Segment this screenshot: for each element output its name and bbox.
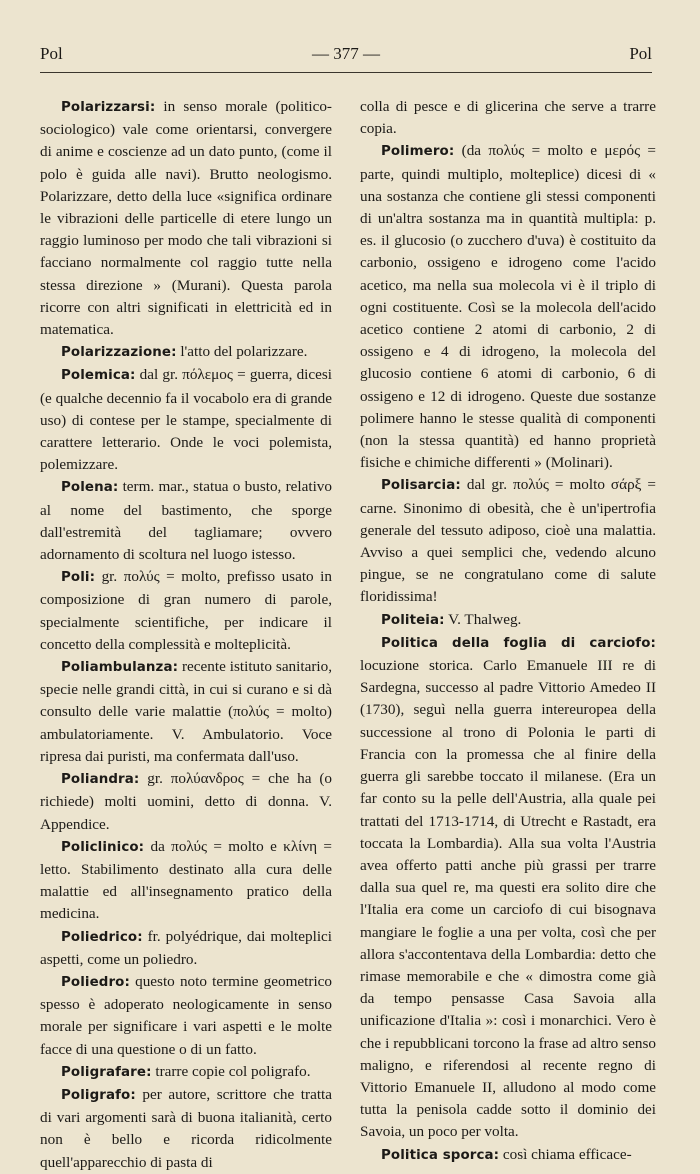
entry-headword: Polisarcia xyxy=(381,478,456,494)
entry-headword: Poliandra xyxy=(61,772,134,788)
entry-headword: Polarizzazione xyxy=(61,345,172,361)
entry-headword: Policlinico xyxy=(61,839,139,855)
entry-definition: dal gr. πόλεμος = guerra, dicesi (e qualche decennio fa il vocabolo era di grande uso) di contese per le stampe, specialmente di carattere letterario. Onde le voci polemista, polemizzare. xyxy=(40,366,332,474)
entry-definition: dal gr. πολύς = molto σάρξ = carne. Sinonimo di obesità, che è un'ipertrofia generale del tessuto adiposo, cioè una malattia. Avviso a quei semplici che, vedendo alcuno pingue, se ne congratulano come di salute floridissima! xyxy=(360,476,656,606)
entry-definition: fr. polyédrique, dai molteplici aspetti, come un poliedro. xyxy=(40,927,332,968)
dictionary-entry: Poliedro: questo noto termine geometrico spesso è adoperato neologicamente in senso morale per significare i vari aspetti e le molte facce di una questione o di un fatto. xyxy=(40,972,332,1058)
dictionary-entry: Politeia: V. Thalweg. xyxy=(381,610,522,628)
entry-headword: Poliedrico xyxy=(61,929,138,945)
entry-headword: Politica sporca xyxy=(381,1147,494,1163)
entry-headword: Polarizzarsi xyxy=(61,100,150,115)
entry-definition: recente istituto sanitario, specie nelle grandi città, in cui si curano e si dà consulto delle varie malattie (πολύς = molto) ambulatoriamente. V. Ambulatorio. Voce ripresa dai puristi, ma confermata dall'uso. xyxy=(40,658,332,765)
dictionary-entry: Politica sporca: così chiama efficace- xyxy=(381,1145,632,1163)
entry-headword: Poli xyxy=(61,570,90,586)
entry-headword: Polena xyxy=(61,480,113,496)
header-rule xyxy=(40,72,652,73)
entry-headword: Politeia xyxy=(381,612,440,628)
entry-definition: locuzione storica. Carlo Emanuele III re di Sardegna, successo al padre Vittorio Amedeo II (1730), seguì nella guerra intereuropea della successione al trono di Polonia le parti di Francia con la promessa che al finire della guerra gli sarebbe toccato il milanese. (Era un far conto su la pelle dell'Austria, alla quale pei trattati del 1713-1714, di Utrecht e Rastadt, era toccata la Lombardia). Alla sua volta l'Austria avea offerto patti anche più grassi per trarre dalla sua quel re, ma questi era solito dire che l'Italia era come un carciofo di cui bisognava mangiare le foglie a una per volta, così che per allora s'accontentava della Lombardia: detto che rimase memorabile e che « dimostra come già da tempo pensasse Casa Savoia alla unificazione d'Italia »: così i monarchici. Vero è che i repubblicani torcono la frase ad altro senso maligno, e riferendosi al recente regno di Vittorio Emanuele II, alludono al modo come tutta la penisola cadde sotto il dominio dei Savoia, un poco per volta. xyxy=(360,657,656,1141)
entry-definition: (da πολύς = molto e μερός = parte, quindi multiplo, molteplice) dicesi di « una sostanza che contiene gli stessi componenti di un'altra sostanza ma in quantità multipla: p. es. il glucosio (o zucchero d'uva) è costituito da carbonio, ossigeno e idrogeno come l'acido acetico, ma nella sua molecola vi è il triplo di ogni costituente. Così se la molecola dell'acido acetico contiene 2 atomi di carbonio, 2 di ossigeno e 4 di idrogeno, la molecola del glucosio contiene 6 atomi di carbonio, 6 di ossigeno e 12 di idrogeno. Queste due sostanze polimere hanno le stesse qualità di componenti (non la stessa quantità) ed hanno proprietà fisiche e chimiche differenti » (Molinari). xyxy=(360,142,656,472)
running-header xyxy=(40,44,652,64)
entry-headword: Poliambulanza xyxy=(61,660,173,676)
entry-definition: gr. πολύς = molto, prefisso usato in composizione di gran numero di parole, specialmente scientifiche, per indicare il concetto della complessità e molteplicità. xyxy=(40,568,332,653)
entry-headword: Polimero xyxy=(381,144,449,160)
dictionary-entry: Polimero: (da πολύς = molto e μερός = parte, quindi multiplo, molteplice) dicesi di « una sostanza che contiene gli stessi componenti di un'altra sostanza ma in quantità multipla: p. es. il glucosio (o zucchero d'uva) è costituito da carbonio, ossigeno e idrogeno come l'acido acetico, ma nella sua molecola vi è il triplo di ogni costituente. Così se la molecola dell'acido acetico contiene 2 atomi di carbonio, 2 di ossigeno e 4 di idrogeno, la molecola del glucosio contiene 6 atomi di carbonio, 6 di ossigeno e 12 di idrogeno. Queste due sostanze polimere hanno le stesse qualità di componenti (non la stessa quantità) ed hanno proprietà fisiche e chimiche differenti » (Molinari). xyxy=(360,142,656,472)
entry-headword: Politica della foglia di carciofo xyxy=(381,635,651,651)
dictionary-entry: Poligrafo: per autore, scrittore che tratta di vari argomenti sarà di buona italianità, certo non è bello e ricorda ridicolmente quell'apparecchio di pasta di xyxy=(40,1085,332,1171)
left-column xyxy=(40,96,332,1174)
dictionary-entry: Polisarcia: dal gr. πολύς = molto σάρξ = carne. Sinonimo di obesità, che è un'ipertrofia generale del tessuto adiposo, cioè una malattia. Avviso a quei semplici che, vedendo alcuno pingue, se ne congratulano come di salute floridissima! xyxy=(360,476,656,606)
header-left-guideword: Pol xyxy=(40,44,63,63)
dictionary-entry: Poliandra: gr. πολύανδρος = che ha (o richiede) molti uomini, detto di donna. V. Appendice. xyxy=(40,770,332,833)
dictionary-entry: Poli: gr. πολύς = molto, prefisso usato in composizione di gran numero di parole, specialmente scientifiche, per indicare il concetto della complessità e molteplicità. xyxy=(40,568,332,653)
dictionary-entry: Poliambulanza: recente istituto sanitario, specie nelle grandi città, in cui si curano e si dà consulto delle varie malattie (πολύς = molto) ambulatoriamente. V. Ambulatorio. Voce ripresa dai puristi, ma confermata dall'uso. xyxy=(40,658,332,765)
dictionary-entry: Polarizzazione: l'atto del polarizzare. xyxy=(61,343,308,361)
entry-definition: in senso morale (politico-sociologico) vale come orientarsi, convergere di anime e coscienze ad un dato punto, (come il polo è guida alle navi). Brutto neologismo. Polarizzare, detto della luce «significa ordinare le vibrazioni delle particelle di etere lungo un raggio luminoso per modo che tali vibrazioni si facciano normalmente col raggio tutte nella stessa direzione » (Murani). Questa parola ricorre con altri significati in elettricità ed in matematica. xyxy=(40,98,332,339)
entry-definition: l'atto del polarizzare. xyxy=(176,343,308,361)
entry-definition: così chiama efficace- xyxy=(499,1145,632,1163)
header-right-guideword: Pol xyxy=(629,44,652,63)
entry-continuation xyxy=(360,96,656,140)
entry-headword: Poligrafo xyxy=(61,1087,131,1103)
entry-definition: gr. πολύανδρος = che ha (o richiede) molti uomini, detto di donna. V. Appendice. xyxy=(40,770,332,833)
entry-definition: term. mar., statua o busto, relativo al nome del bastimento, che sporge dall'estremità del tagliamare; ovvero adornamento di scoltura nel luogo istesso. xyxy=(40,478,332,564)
entry-definition: V. Thalweg. xyxy=(444,610,522,628)
entry-definition: trarre copie col poligrafo. xyxy=(151,1062,311,1080)
entry-definition: questo noto termine geometrico spesso è adoperato neologicamente in senso morale per significare i vari aspetti e le molte facce di una questione o di un fatto. xyxy=(40,972,332,1058)
right-column xyxy=(360,96,656,1167)
entry-headword: Poligrafare xyxy=(61,1064,147,1080)
dictionary-entry: Politica della foglia di carciofo: locuzione storica. Carlo Emanuele III re di Sardegna, successo al padre Vittorio Amedeo II (1730), seguì nella guerra intereuropea della successione al trono di Polonia le parti di Francia con la promessa che al finire della guerra gli sarebbe toccato il milanese. (Era un far conto su la pelle dell'Austria, alla quale pei trattati del 1713-1714, di Utrecht e Rastadt, era toccata la Lombardia). Alla sua volta l'Austria avea offerto patti anche più grassi per trarre dalla sua quel re, ma questi era solito dire che l'Italia era come un carciofo di cui bisognava mangiare le foglie a una per volta, così che per allora s'accontentava della Lombardia: detto che rimase memorabile e che « dimostra come già da tempo pensasse Casa Savoia alla unificazione d'Italia »: così i monarchici. Vero è che i repubblicani torcono la frase ad altro senso maligno, e riferendosi al recente regno di Vittorio Emanuele II, alludono al modo come tutta la penisola cadde sotto il dominio dei Savoia, un poco per volta. xyxy=(360,635,656,1141)
page-number: — 377 — xyxy=(312,44,380,63)
dictionary-entry: Poliedrico: fr. polyédrique, dai molteplici aspetti, come un poliedro. xyxy=(40,927,332,968)
entry-definition: colla di pesce e di glicerina che serve a trarre copia. xyxy=(360,98,656,138)
entry-headword: Polemica xyxy=(61,368,131,384)
dictionary-entry: Polena: term. mar., statua o busto, relativo al nome del bastimento, che sporge dall'estremità del tagliamare; ovvero adornamento di scoltura nel luogo istesso. xyxy=(40,478,332,564)
dictionary-entry: Polemica: dal gr. πόλεμος = guerra, dicesi (e qualche decennio fa il vocabolo era di grande uso) di contese per le stampe, specialmente di carattere letterario. Onde le voci polemista, polemizzare. xyxy=(40,366,332,474)
dictionary-entry: Poligrafare: trarre copie col poligrafo. xyxy=(61,1062,311,1080)
entry-headword: Poliedro xyxy=(61,974,125,990)
entry-definition: da πολύς = molto e κλίνη = letto. Stabilimento destinato alla cura delle malattie ed all'insegnamento pratico della medicina. xyxy=(40,837,332,923)
entry-definition: per autore, scrittore che tratta di vari argomenti sarà di buona italianità, certo non è bello e ricorda ridicolmente quell'apparecchio di pasta di xyxy=(40,1085,332,1171)
dictionary-entry: Policlinico: da πολύς = molto e κλίνη = letto. Stabilimento destinato alla cura delle malattie ed all'insegnamento pratico della medicina. xyxy=(40,837,332,923)
dictionary-entry: Polarizzarsi: in senso morale (politico-sociologico) vale come orientarsi, convergere di anime e coscienze ad un dato punto, (come il polo è guida alle navi). Brutto neologismo. Polarizzare, detto della luce «significa ordinare le vibrazioni delle particelle di etere lungo un raggio luminoso per modo che tali vibrazioni si facciano normalmente col raggio tutte nella stessa direzione » (Murani). Questa parola ricorre con altri significati in elettricità ed in matematica. xyxy=(40,98,332,339)
